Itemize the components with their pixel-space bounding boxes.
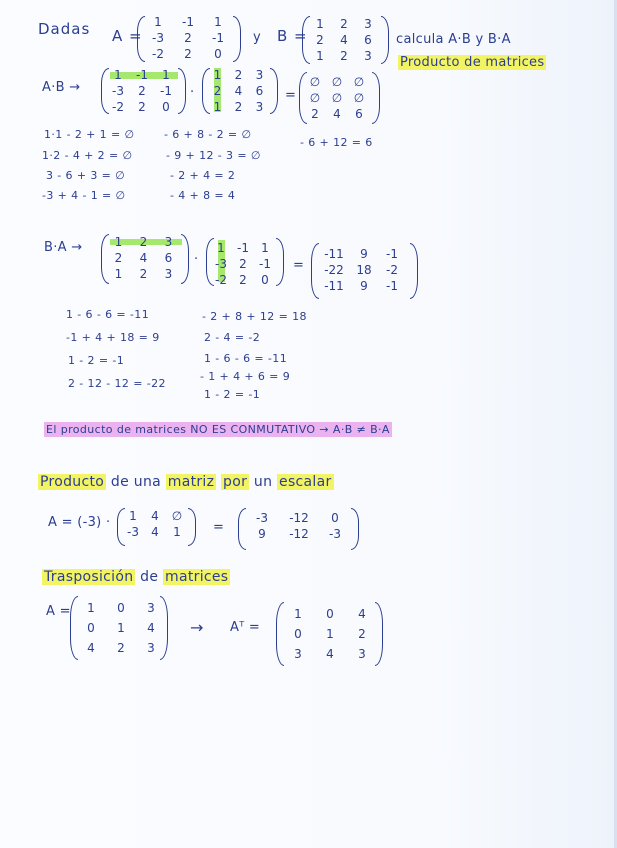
matrix-A-bracket-right [233,16,241,62]
transpose-matrix: 1 0 3 0 1 4 4 2 3 [87,601,155,655]
scalar-result-bracket-right [351,508,359,550]
ab-result-matrix: ∅ ∅ ∅ ∅ ∅ ∅ 2 4 6 [309,75,365,121]
ab-calc-1-3: 3 - 6 + 3 = ∅ [46,169,126,182]
ab-calc-2-3: - 2 + 4 = 2 [170,169,236,182]
matrix-B: 1 2 3 2 4 6 1 2 3 [316,17,372,63]
ba-calc-1-3: 1 - 2 = -1 [68,354,125,367]
intro-y: y [253,30,261,45]
transpose-result-matrix: 1 0 4 0 1 2 3 4 3 [294,607,366,661]
transpose-title: Trasposición de matrices [44,569,229,585]
ab-calc-1-2: 1·2 - 4 + 2 = ∅ [42,149,133,162]
transpose-AT-label: Aᵀ = [230,620,261,635]
matrix-B-bracket-right [381,16,389,64]
ba-calc-2-4: - 1 + 4 + 6 = 9 [200,370,291,383]
ba-dot: · [194,252,199,267]
ba-calc-2-3: 1 - 6 - 6 = -11 [204,352,288,365]
ab-left-matrix: 1 -1 1 -3 2 -1 -2 2 0 [112,68,172,114]
ab-calc-1-4: -3 + 4 - 1 = ∅ [42,189,126,202]
ba-label: B·A → [44,240,83,255]
transpose-A-label: A = [46,604,71,619]
scalar-eq: = [213,520,225,535]
ab-calc-2-1: - 6 + 8 - 2 = ∅ [164,128,252,141]
transpose-arrow: → [190,618,204,637]
intro-dadas: Dadas [38,20,91,38]
matrix-A: 1 -1 1 -3 2 -1 -2 2 0 [152,15,224,61]
ba-calc-1-4: 2 - 12 - 12 = -22 [68,377,166,390]
ab-left-bracket-right [178,68,186,114]
ba-calc-2-5: 1 - 2 = -1 [204,388,261,401]
scalar-result-matrix: -3 -12 0 9 -12 -3 [256,511,341,541]
ab-eq: = [285,88,297,103]
scalar-A-label: A = (-3) · [48,515,111,530]
non-commutative-statement: El producto de matrices NO ES CONMUTATIVO → A·B ≠ B·A [46,423,390,436]
ab-label: A·B → [42,80,81,95]
section-title-producto-matrices: Producto de matrices [400,55,545,70]
ab-right-matrix: 1 2 3 2 4 6 1 2 3 [213,68,264,114]
ab-calc-2-4: - 4 + 8 = 4 [170,189,236,202]
transpose-matrix-bracket-right [160,596,168,660]
ba-eq: = [293,258,305,273]
intro-B-label: B = [277,27,308,45]
ab-dot: · [190,85,195,100]
ba-result-matrix: -11 9 -1 -22 18 -2 -11 9 -1 [324,247,398,293]
transpose-result-bracket-right [375,602,383,666]
ba-right-bracket-right [276,238,284,286]
ba-calc-1-2: -1 + 4 + 18 = 9 [66,331,160,344]
ab-right-bracket-right [270,68,278,114]
ba-calc-2-2: 2 - 4 = -2 [204,331,261,344]
intro-A-label: A = [112,27,143,45]
ba-right-matrix: 1 -1 1 -3 2 -1 -2 2 0 [215,241,271,287]
ab-result-bracket-right [372,72,380,124]
scalar-matrix-bracket-right [188,508,196,546]
ba-calc-1-1: 1 - 6 - 6 = -11 [66,308,150,321]
ab-calc-3-1: - 6 + 12 = 6 [300,136,373,149]
ab-calc-1-1: 1·1 - 2 + 1 = ∅ [44,128,135,141]
ba-calc-2-1: - 2 + 8 + 12 = 18 [202,310,307,323]
intro-task: calcula A·B y B·A [396,32,511,47]
scalar-matrix: 1 4 ∅ -3 4 1 [127,509,183,539]
scalar-title: Producto de una matriz por un escalar [40,474,332,490]
ba-result-bracket-right [410,243,418,299]
ba-left-matrix: 1 2 3 2 4 6 1 2 3 [114,235,173,281]
ba-left-bracket-right [181,234,189,284]
ab-calc-2-2: - 9 + 12 - 3 = ∅ [166,149,261,162]
